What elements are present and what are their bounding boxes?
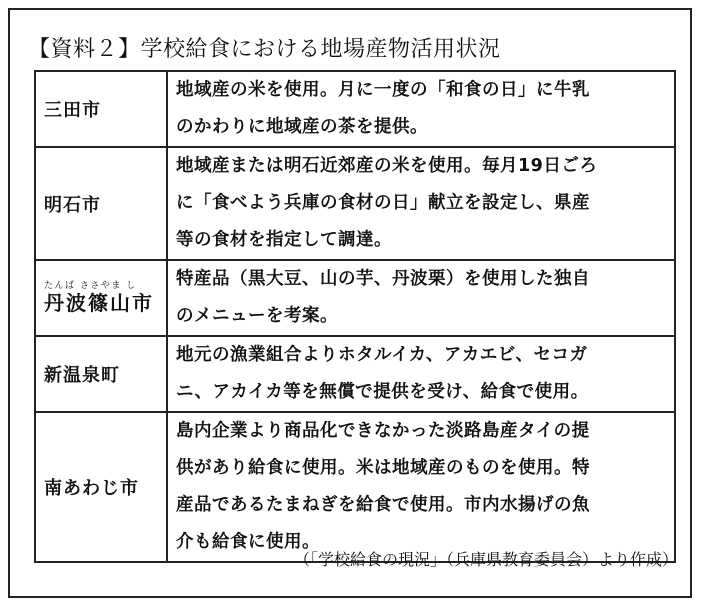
description-line: 産品であるたまねぎを給食で使用。市内水揚げの魚: [176, 495, 590, 515]
description-cell: [167, 336, 675, 412]
local-produce-table: [34, 70, 676, 563]
description-cell: [167, 412, 675, 562]
description-line: 地域産または明石近郊産の米を使用。毎月19日ごろ: [176, 156, 598, 176]
description-line: 特産品（黒大豆、山の芋、丹波栗）を使用した独自: [176, 269, 590, 289]
source-citation: （「学校給食の現況」（兵庫県教育委員会）より作成）: [293, 550, 678, 569]
city-cell: [35, 412, 167, 562]
document-title: 【資料２】学校給食における地場産物活用状況: [28, 37, 501, 62]
city-cell: [35, 336, 167, 412]
city-name: 新温泉町: [44, 365, 120, 386]
description-line: 供があり給食に使用。米は地域産のものを使用。特: [176, 458, 590, 478]
description-cell: [167, 260, 675, 336]
table-row: [35, 412, 675, 562]
table-row: [35, 147, 675, 260]
description-line: ニ、アカイカ等を無償で提供を受け、給食で使用。: [176, 382, 589, 402]
city-name: 丹波篠山市: [44, 290, 154, 315]
city-cell: [35, 71, 167, 147]
city-name: 南あわじ市: [44, 478, 139, 499]
city-name: 明石市: [44, 194, 101, 216]
city-name-with-reading: [44, 282, 154, 313]
city-cell: [35, 260, 167, 336]
description-line: 島内企業より商品化できなかった淡路島産タイの提: [176, 421, 590, 441]
table-row: [35, 336, 675, 412]
description-cell: [167, 71, 675, 147]
description-line: に「食べよう兵庫の食材の日」献立を設定し、県産: [176, 193, 590, 213]
description-line: のメニューを考案。: [176, 306, 338, 326]
description-line: 地元の漁業組合よりホタルイカ、アカエビ、セコガ: [176, 345, 588, 365]
table-row: [35, 260, 675, 336]
description-cell: [167, 147, 675, 260]
table-row: [35, 71, 675, 147]
furigana-reading: たんば ささやま し: [44, 280, 137, 291]
description-line: 等の食材を指定して調達。: [176, 230, 392, 250]
description-line: 地域産の米を使用。月に一度の「和食の日」に牛乳: [176, 80, 590, 100]
description-line: 介も給食に使用。: [176, 532, 320, 552]
description-line: のかわりに地域産の茶を提供。: [176, 117, 428, 137]
city-cell: [35, 147, 167, 260]
city-name: 三田市: [44, 100, 101, 121]
